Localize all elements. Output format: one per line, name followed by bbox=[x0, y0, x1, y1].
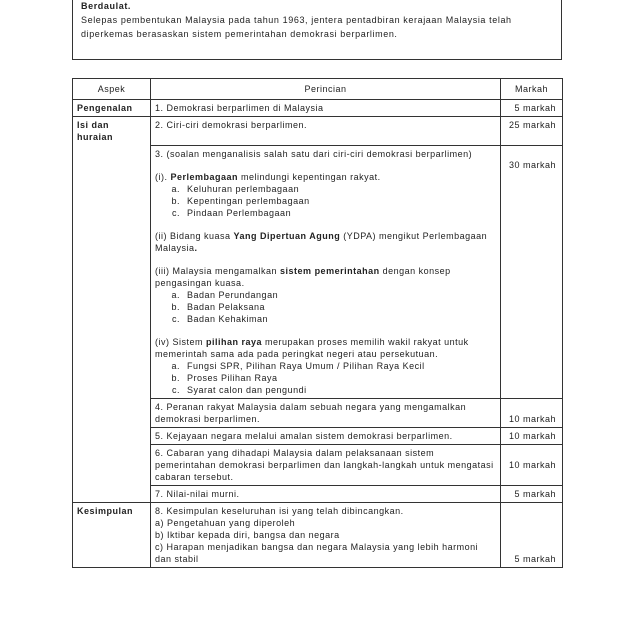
row-isi-5 bbox=[73, 427, 563, 444]
intro-text: Selepas pembentukan Malaysia pada tahun 1963, jentera pentadbiran kerajaan Malaysia telah diperkemas berasaskan sistem pemerintahan demokrasi berparlimen. bbox=[81, 15, 512, 39]
aspek-pengenalan: Pengenalan bbox=[73, 100, 151, 117]
markah-2: 25 markah bbox=[501, 117, 563, 146]
header-aspek: Aspek bbox=[73, 79, 151, 100]
perincian-4: 4. Peranan rakyat Malaysia dalam sebuah negara yang mengamalkan demokrasi berparlimen. bbox=[151, 398, 501, 427]
markah-8: 5 markah bbox=[501, 502, 563, 567]
p3-i: (i). Perlembagaan melindungi kepentingan rakyat. bbox=[155, 171, 381, 182]
header-perincian: Perincian bbox=[151, 79, 501, 100]
markah-1: 5 markah bbox=[501, 100, 563, 117]
p3-i-list bbox=[155, 183, 496, 219]
markah-5: 10 markah bbox=[501, 427, 563, 444]
p3-ii: (ii) Bidang kuasa Yang Dipertuan Agung (YDPA) mengikut Perlembagaan Malaysia. bbox=[155, 230, 488, 253]
markah-3: 30 markah bbox=[501, 145, 563, 398]
aspek-isi: Isi dan huraian bbox=[73, 117, 151, 146]
p3-iv-list bbox=[155, 360, 496, 396]
header-markah: Markah bbox=[501, 79, 563, 100]
aspek-kesimpulan: Kesimpulan bbox=[73, 502, 151, 567]
perincian-1: 1. Demokrasi berparlimen di Malaysia bbox=[151, 100, 501, 117]
row-pengenalan bbox=[73, 100, 563, 117]
list-item: a. Badan Perundangan bbox=[183, 289, 496, 301]
list-item: a. Keluhuran perlembagaan bbox=[183, 183, 496, 195]
markah-7: 5 markah bbox=[501, 485, 563, 502]
perincian-5: 5. Kejayaan negara melalui amalan sistem demokrasi berparlimen. bbox=[151, 427, 501, 444]
markah-4: 10 markah bbox=[501, 398, 563, 427]
rubric-table bbox=[72, 78, 563, 568]
row-isi-3 bbox=[73, 145, 563, 398]
markah-6: 10 markah bbox=[501, 444, 563, 485]
list-item: b. Badan Pelaksana bbox=[183, 301, 496, 313]
p8: 8. Kesimpulan keseluruhan isi yang telah dibincangkan. bbox=[155, 505, 404, 516]
row-isi-7 bbox=[73, 485, 563, 502]
p3-iii-list bbox=[155, 289, 496, 325]
list-item: c. Pindaan Perlembagaan bbox=[183, 207, 496, 219]
perincian-2: 2. Ciri-ciri demokrasi berparlimen. bbox=[151, 117, 501, 146]
intro-box bbox=[72, 0, 562, 60]
p8b: b) Iktibar kepada diri, bangsa dan negara bbox=[155, 529, 340, 540]
list-item: c. Syarat calon dan pengundi bbox=[183, 384, 496, 396]
p8a: a) Pengetahuan yang diperoleh bbox=[155, 517, 296, 528]
row-isi-2 bbox=[73, 117, 563, 146]
header-row bbox=[73, 79, 563, 100]
perincian-3 bbox=[151, 145, 501, 398]
row-isi-4 bbox=[73, 398, 563, 427]
intro-heading: Berdaulat. bbox=[81, 1, 132, 11]
perincian-8 bbox=[151, 502, 501, 567]
list-item: b. Kepentingan perlembagaan bbox=[183, 195, 496, 207]
p3-iii: (iii) Malaysia mengamalkan sistem pemerintahan dengan konsep pengasingan kuasa. bbox=[155, 265, 451, 288]
p8c: c) Harapan menjadikan bangsa dan negara Malaysia yang lebih harmoni dan stabil bbox=[155, 541, 479, 564]
row-kesimpulan bbox=[73, 502, 563, 567]
list-item: c. Badan Kehakiman bbox=[183, 313, 496, 325]
list-item: b. Proses Pilihan Raya bbox=[183, 372, 496, 384]
row-isi-6 bbox=[73, 444, 563, 485]
perincian-7: 7. Nilai-nilai murni. bbox=[151, 485, 501, 502]
perincian-6: 6. Cabaran yang dihadapi Malaysia dalam pelaksanaan sistem pemerintahan demokrasi berparlimen dan langkah-langkah untuk mengatasi cabaran tersebut. bbox=[151, 444, 501, 485]
p3-iv: (iv) Sistem pilihan raya merupakan proses memilih wakil rakyat untuk memerintah sama ada pada peringkat negeri atau persekutuan. bbox=[155, 336, 469, 359]
p3-intro: 3. (soalan menganalisis salah satu dari ciri-ciri demokrasi berparlimen) bbox=[155, 148, 473, 159]
list-item: a. Fungsi SPR, Pilihan Raya Umum / Pilihan Raya Kecil bbox=[183, 360, 496, 372]
